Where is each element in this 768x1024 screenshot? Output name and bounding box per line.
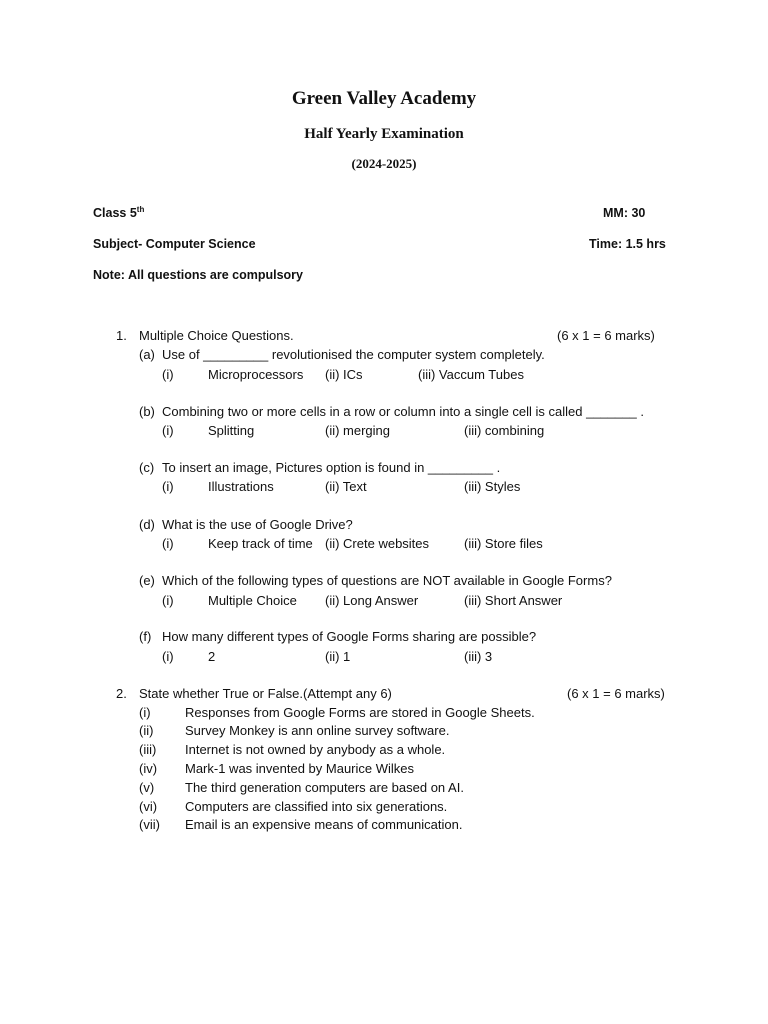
school-name: Green Valley Academy bbox=[291, 88, 477, 109]
session-year: (2024-2025) bbox=[351, 156, 417, 171]
option-1: Keep track of time bbox=[208, 536, 313, 551]
option-3: (iii) Vaccum Tubes bbox=[418, 367, 524, 382]
option-1: Illustrations bbox=[208, 479, 274, 494]
q2-title: State whether True or False.(Attempt any 6) bbox=[139, 686, 392, 701]
option-2: (ii) Crete websites bbox=[325, 536, 430, 551]
q2-item-label: (v) bbox=[139, 780, 155, 795]
q2-item-label: (ii) bbox=[139, 723, 154, 738]
q2-marks: (6 x 1 = 6 marks) bbox=[567, 686, 665, 701]
option-1: Microprocessors bbox=[208, 367, 304, 382]
option-number: (i) bbox=[162, 593, 174, 608]
q2-item-label: (iii) bbox=[139, 742, 157, 757]
class-superscript: th bbox=[136, 205, 145, 214]
option-2: (ii) merging bbox=[325, 423, 391, 438]
q1-item-text: Use of _________ revolutionised the computer system completely. bbox=[162, 347, 545, 362]
option-1: Splitting bbox=[208, 423, 255, 438]
option-3: (iii) Styles bbox=[464, 479, 521, 494]
q1-item-label: (d) bbox=[139, 517, 155, 532]
q1-title: Multiple Choice Questions. bbox=[139, 328, 294, 343]
q2-item-label: (i) bbox=[139, 705, 151, 720]
q1-item-label: (a) bbox=[139, 347, 155, 362]
q1-item-label: (c) bbox=[139, 460, 155, 475]
option-1: Multiple Choice bbox=[208, 593, 297, 608]
option-number: (i) bbox=[162, 536, 174, 551]
option-number: (i) bbox=[162, 479, 174, 494]
option-3: (iii) 3 bbox=[464, 649, 493, 664]
option-3: (iii) Short Answer bbox=[464, 593, 563, 608]
q2-item-text: Responses from Google Forms are stored in Google Sheets. bbox=[185, 705, 535, 720]
q2-item-text: The third generation computers are based on AI. bbox=[185, 780, 464, 795]
q2-item-text: Computers are classified into six generations. bbox=[185, 799, 448, 814]
exam-name: Half Yearly Examination bbox=[304, 126, 464, 142]
option-3: (iii) Store files bbox=[464, 536, 543, 551]
note-label: Note: All questions are compulsory bbox=[93, 268, 303, 282]
option-number: (i) bbox=[162, 367, 174, 382]
option-number: (i) bbox=[162, 423, 174, 438]
q2-number: 2. bbox=[116, 686, 127, 701]
option-2: (ii) Text bbox=[325, 479, 367, 494]
subject-label: Subject- Computer Science bbox=[93, 237, 256, 251]
time-label: Time: 1.5 hrs bbox=[589, 237, 666, 251]
option-number: (i) bbox=[162, 649, 174, 664]
q2-item-label: (vi) bbox=[139, 799, 158, 814]
option-3: (iii) combining bbox=[464, 423, 545, 438]
q1-item-text: Combining two or more cells in a row or column into a single cell is called _______ . bbox=[162, 404, 644, 419]
option-2: (ii) 1 bbox=[325, 649, 351, 664]
q1-marks: (6 x 1 = 6 marks) bbox=[557, 328, 655, 343]
q1-item-label: (e) bbox=[139, 573, 155, 588]
q2-item-text: Survey Monkey is ann online survey software. bbox=[185, 723, 450, 738]
q1-number: 1. bbox=[116, 328, 127, 343]
option-2: (ii) Long Answer bbox=[325, 593, 419, 608]
q1-item-text: How many different types of Google Forms sharing are possible? bbox=[162, 629, 537, 644]
q1-item-text: To insert an image, Pictures option is found in _________ . bbox=[162, 460, 501, 475]
class-text: Class 5 bbox=[93, 206, 137, 220]
max-marks: MM: 30 bbox=[603, 206, 646, 220]
q1-item-text: Which of the following types of questions are NOT available in Google Forms? bbox=[162, 573, 612, 588]
q1-item-label: (b) bbox=[139, 404, 155, 419]
q2-item-text: Internet is not owned by anybody as a whole. bbox=[185, 742, 446, 757]
q2-item-label: (iv) bbox=[139, 761, 158, 776]
class-label bbox=[93, 205, 144, 221]
q1-item-label: (f) bbox=[139, 629, 152, 644]
q2-item-label: (vii) bbox=[139, 817, 160, 832]
q2-item-text: Email is an expensive means of communication. bbox=[185, 817, 463, 832]
q2-item-text: Mark-1 was invented by Maurice Wilkes bbox=[185, 761, 415, 776]
option-1: 2 bbox=[208, 649, 216, 664]
option-2: (ii) ICs bbox=[325, 367, 363, 382]
q1-item-text: What is the use of Google Drive? bbox=[162, 517, 353, 532]
